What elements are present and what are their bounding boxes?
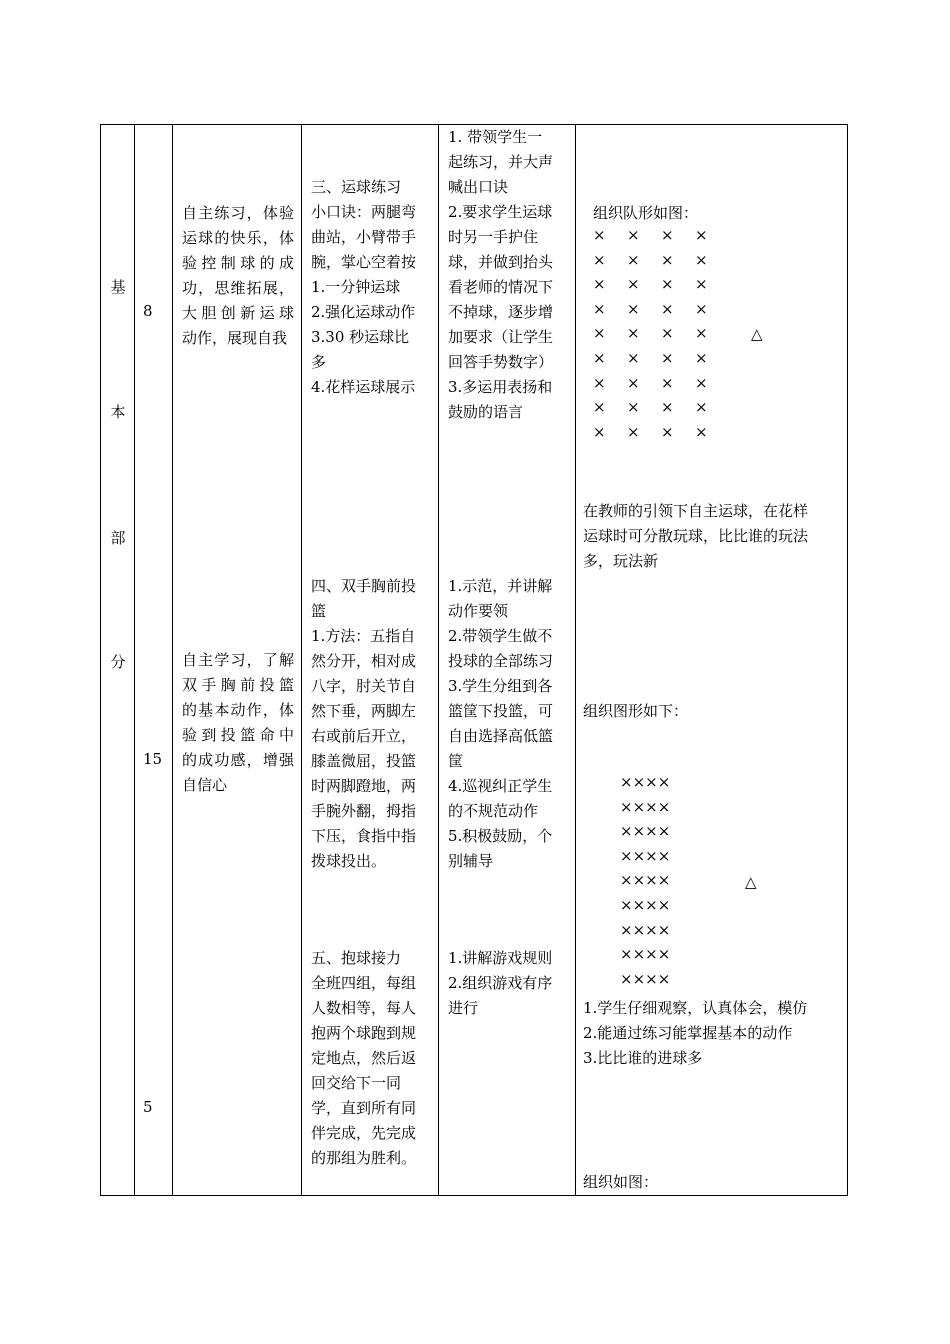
student-mark: × <box>695 398 708 417</box>
student-mark: × <box>627 422 640 441</box>
col-divider <box>172 124 173 1196</box>
student-note: 在教师的引领下自主运球，在花样 运球时可分散玩球，比比谁的玩法 多，玩法新 <box>583 502 809 570</box>
col-divider <box>134 124 135 1196</box>
formation-row: ×××× <box>620 895 671 914</box>
formation-row <box>593 349 729 374</box>
section-label-char: 本 <box>110 403 126 421</box>
section-label-char: 部 <box>110 529 126 547</box>
formation-row <box>593 251 729 276</box>
content-text: 四、双手胸前投 篮 1.方法：五指自 然分开，相对成 八字，肘关节自 然下垂，两脚左 右或前后开立， 膝盖微屈，投篮 时两脚蹬地，两 手腕外翻，拇指 下压，食指中指 拨球投出。 <box>311 577 417 870</box>
formation-row: ×××× <box>620 920 671 939</box>
student-mark: × <box>661 398 674 417</box>
student-mark: × <box>661 250 674 269</box>
formation-row <box>593 374 729 399</box>
student-mark: × <box>661 324 674 343</box>
content-text: 三、运球练习 小口诀：两腿弯 曲站，小臂带手 腕，掌心空着按 1.一分钟运球 2.强化运球动作 3.30 秒运球比 多 4.花样运球展示 <box>311 178 417 396</box>
goal-text: 自主学习，了解 双手胸前投篮 的基本动作，体 验到投篮命中 的成功感，增强 自信心 <box>182 651 294 794</box>
teacher-text: 1. 带领学生一 起练习，并大声 喊出口诀 2.要求学生运球 时另一手护住 球，并做到抬头 看老师的情况下 不掉球，逐步增 加要求（让学生 回答手势数字） 3.多运用表扬和 鼓励的语言 <box>448 128 554 421</box>
student-mark: × <box>593 348 606 367</box>
col-divider <box>100 124 101 1196</box>
student-mark: × <box>661 373 674 392</box>
student-mark: × <box>593 373 606 392</box>
goal-text: 自主练习，体验 运球的快乐，体 验控制球的成 功，思维拓展， 大胆创新运球 动作，展现自我 <box>182 204 294 347</box>
formation-row: ×××× <box>620 797 671 816</box>
student-mark: × <box>695 299 708 318</box>
section-label-char: 基 <box>110 278 126 296</box>
student-mark: × <box>695 348 708 367</box>
student-mark: × <box>661 275 674 294</box>
formation-row: ×××× <box>620 773 671 791</box>
org-title: 组织队形如图： <box>593 204 699 222</box>
formation-row <box>593 398 729 423</box>
col-divider <box>438 124 439 1196</box>
student-mark: × <box>627 226 640 244</box>
student-mark: × <box>593 250 606 269</box>
student-mark: × <box>695 226 708 244</box>
student-mark: × <box>661 422 674 441</box>
formation-row: ×××× <box>620 945 671 964</box>
student-mark: × <box>593 324 606 343</box>
table-border-bottom <box>100 1195 848 1196</box>
student-mark: × <box>661 226 674 244</box>
student-mark: × <box>627 348 640 367</box>
student-mark: × <box>593 422 606 441</box>
student-mark: × <box>593 299 606 318</box>
section-label-char: 分 <box>110 653 126 671</box>
formation-row <box>593 300 729 325</box>
time-cell: 5 <box>143 1098 153 1116</box>
teacher-marker: △ <box>745 873 757 891</box>
col-divider <box>301 124 302 1196</box>
formation-row <box>593 324 729 349</box>
teacher-marker: △ <box>751 325 763 343</box>
formation-row: ×××× <box>620 969 671 988</box>
formation-row <box>593 423 729 448</box>
formation-row: ×××× <box>620 871 671 890</box>
student-mark: × <box>661 299 674 318</box>
formation-row <box>593 275 729 300</box>
time-cell: 8 <box>143 302 153 320</box>
student-mark: × <box>695 373 708 392</box>
student-mark: × <box>593 275 606 294</box>
student-mark: × <box>695 324 708 343</box>
content-text: 五、抱球接力 全班四组，每组 人数相等，每人 抱两个球跑到规 定地点，然后返 回交给下一同 学，直到所有同 伴完成，先完成 的那组为胜利。 <box>311 949 417 1167</box>
student-mark: × <box>627 275 640 294</box>
student-mark: × <box>627 398 640 417</box>
formation-row: ×××× <box>620 822 671 841</box>
student-mark: × <box>627 299 640 318</box>
time-cell: 15 <box>143 750 163 768</box>
student-mark: × <box>627 373 640 392</box>
student-note: 1.学生仔细观察，认真体会，模仿 2.能通过练习能掌握基本的动作 3.比比谁的进球多 <box>583 999 808 1067</box>
col-divider <box>575 124 576 1196</box>
student-mark: × <box>695 275 708 294</box>
student-mark: × <box>695 422 708 441</box>
student-mark: × <box>593 398 606 417</box>
teacher-text: 1.示范，并讲解 动作要领 2.带领学生做不 投球的全部练习 3.学生分组到各 篮筐下投篮，可 自由选择高低篮 筐 4.巡视纠正学生 的不规范动作 5.积极鼓励，个 别辅导 <box>448 577 554 870</box>
formation-grid <box>593 226 729 447</box>
table-border-right <box>847 124 848 1196</box>
teacher-text: 1.讲解游戏规则 2.组织游戏有序 进行 <box>448 949 553 1017</box>
formation-row <box>593 226 729 251</box>
student-mark: × <box>593 226 606 244</box>
student-mark: × <box>661 348 674 367</box>
org-title: 组织图形如下： <box>583 702 689 720</box>
student-mark: × <box>695 250 708 269</box>
org-title: 组织如图： <box>583 1173 659 1191</box>
formation-grid <box>620 773 670 994</box>
formation-row: ×××× <box>620 846 671 865</box>
student-mark: × <box>627 324 640 343</box>
student-mark: × <box>627 250 640 269</box>
